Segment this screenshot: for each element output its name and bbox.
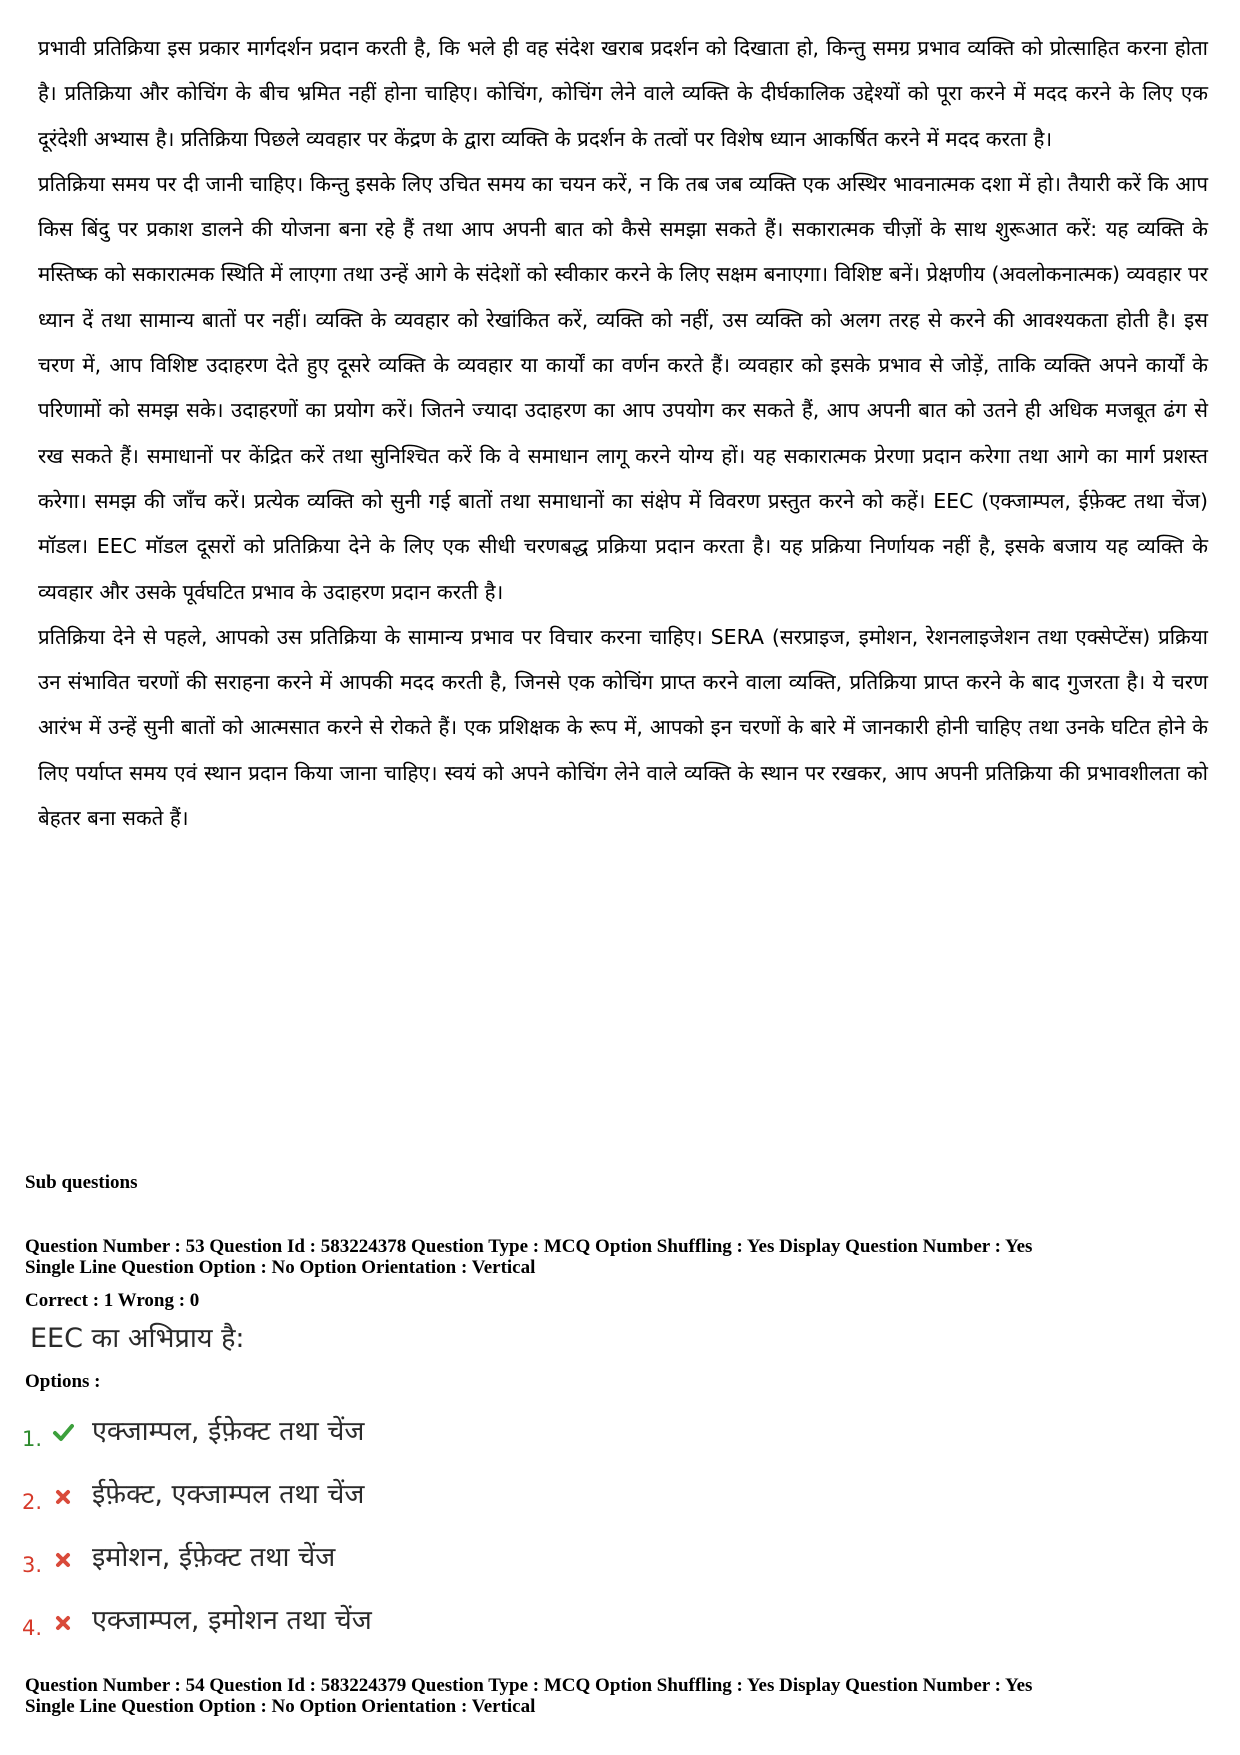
option-text: एक्जाम्पल, ईफ़ेक्ट तथा चेंज: [92, 1416, 365, 1447]
option-3: [22, 1529, 822, 1592]
question-53-score: Correct : 1 Wrong : 0: [25, 1290, 200, 1311]
passage-paragraph: प्रतिक्रिया समय पर दी जानी चाहिए। किन्तु इसके लिए उचित समय का चयन करें, न कि तब जब व्यक्ति एक अस्थिर भावनात्मक दशा में हो। तैयारी करें कि आप किस बिंदु पर प्रकाश डालने की योजना बना रहे हैं तथा आप अपनी बात को कैसे समझा सकते हैं। सकारात्मक चीज़ों के साथ शुरूआत करें: यह व्यक्ति के मस्तिष्क को सकारात्मक स्थिति में लाएगा तथा उन्हें आगे के संदेशों को स्वीकार करने के लिए सक्षम बनाएगा। विशिष्ट बनें। प्रेक्षणीय (अवलोकनात्मक) व्यवहार पर ध्यान दें तथा सामान्य बातों पर नहीं। व्यक्ति के व्यवहार को रेखांकित करें, व्यक्ति को नहीं, उस व्यक्ति को अलग तरह से करने की आवश्यकता होती है। इस चरण में, आप विशिष्ट उदाहरण देते हुए दूसरे व्यक्ति के व्यवहार या कार्यों का वर्णन करते हैं। व्यवहार को इसके प्रभाव से जोड़ें, ताकि व्यक्ति अपने कार्यों के परिणामों को समझ सके। उदाहरणों का प्रयोग करें। जितने ज्यादा उदाहरण का आप उपयोग कर सकते हैं, आप अपनी बात को उतने ही अधिक मजबूत ढंग से रख सकते हैं। समाधानों पर केंद्रित करें तथा सुनिश्चित करें कि वे समाधान लागू करने योग्य हों। यह सकारात्मक प्रेरणा प्रदान करेगा तथा आगे का मार्ग प्रशस्त करेगा। समझ की जाँच करें। प्रत्येक व्यक्ति को सुनी गई बातों तथा समाधानों का संक्षेप में विवरण प्रस्तुत करने को कहें। EEC (एक्जाम्पल, ईफ़ेक्ट तथा चेंज) मॉडल। EEC मॉडल दूसरों को प्रतिक्रिया देने के लिए एक सीधी चरणबद्ध प्रक्रिया प्रदान करता है। यह प्रक्रिया निर्णायक नहीं है, इसके बजाय यह व्यक्ति के व्यवहार और उसके पूर्वघटित प्रभाव के उदाहरण प्रदान करती है।: [38, 171, 1208, 604]
option-number: 4.: [22, 1616, 43, 1640]
cross-icon: [52, 1547, 74, 1569]
option-text: इमोशन, ईफ़ेक्ट तथा चेंज: [92, 1542, 336, 1573]
options-label: Options :: [25, 1371, 101, 1392]
question-53-meta: [25, 1236, 1215, 1278]
cross-icon: [52, 1610, 74, 1632]
option-number: 3.: [22, 1553, 43, 1577]
passage-paragraph: प्रतिक्रिया देने से पहले, आपको उस प्रतिक्रिया के सामान्य प्रभाव पर विचार करना चाहिए। SERA (सरप्राइज, इमोशन, रेशनलाइजेशन तथा एक्सेप्टेंस) प्रक्रिया उन संभावित चरणों की सराहना करने में आपकी मदद करती है, जिनसे एक कोचिंग प्राप्त करने वाला व्यक्ति, प्रतिक्रिया प्राप्त करने के बाद गुजरता है। ये चरण आरंभ में उन्हें सुनी बातों को आत्मसात करने से रोकते हैं। एक प्रशिक्षक के रूप में, आपको इन चरणों के बारे में जानकारी होनी चाहिए तथा उनके घटित होने के लिए पर्याप्त समय एवं स्थान प्रदान किया जाना चाहिए। स्वयं को अपने कोचिंग लेने वाले व्यक्ति के स्थान पर रखकर, आप अपनी प्रतिक्रिया की प्रभावशीलता को बेहतर बना सकते हैं।: [38, 624, 1208, 831]
option-text: ईफ़ेक्ट, एक्जाम्पल तथा चेंज: [92, 1479, 365, 1510]
option-2: [22, 1466, 822, 1529]
options-list: [22, 1403, 822, 1655]
passage-paragraph: प्रभावी प्रतिक्रिया इस प्रकार मार्गदर्शन प्रदान करती है, कि भले ही वह संदेश खराब प्रदर्शन को दिखाता हो, किन्तु समग्र प्रभाव व्यक्ति को प्रोत्साहित करना होता है। प्रतिक्रिया और कोचिंग के बीच भ्रमित नहीं होना चाहिए। कोचिंग, कोचिंग लेने वाले व्यक्ति के दीर्घकालिक उद्देश्यों को पूरा करने में मदद करने के लिए एक दूरंदेशी अभ्यास है। प्रतिक्रिया पिछले व्यवहार पर केंद्रण के द्वारा व्यक्ति के प्रदर्शन के तत्वों पर विशेष ध्यान आकर्षित करने में मदद करता है।: [38, 36, 1208, 151]
question-53-meta-line2: Single Line Question Option : No Option Orientation : Vertical: [25, 1257, 536, 1278]
option-1: [22, 1403, 822, 1466]
question-54-meta: [25, 1675, 1215, 1717]
question-54-meta-line1: Question Number : 54 Question Id : 583224379 Question Type : MCQ Option Shuffling : Yes Display Question Number : Yes: [25, 1675, 1033, 1696]
passage: [38, 26, 1208, 841]
sub-questions-label: Sub questions: [25, 1172, 138, 1193]
option-text: एक्जाम्पल, इमोशन तथा चेंज: [92, 1605, 372, 1636]
cross-icon: [52, 1484, 74, 1506]
option-4: [22, 1592, 822, 1655]
question-54-meta-line2: Single Line Question Option : No Option Orientation : Vertical: [25, 1696, 536, 1717]
option-number: 1.: [22, 1427, 43, 1451]
question-53-meta-line1: Question Number : 53 Question Id : 583224378 Question Type : MCQ Option Shuffling : Yes Display Question Number : Yes: [25, 1236, 1033, 1257]
check-icon: [52, 1421, 74, 1443]
option-number: 2.: [22, 1490, 43, 1514]
question-53-text: EEC का अभिप्राय है:: [30, 1323, 245, 1354]
